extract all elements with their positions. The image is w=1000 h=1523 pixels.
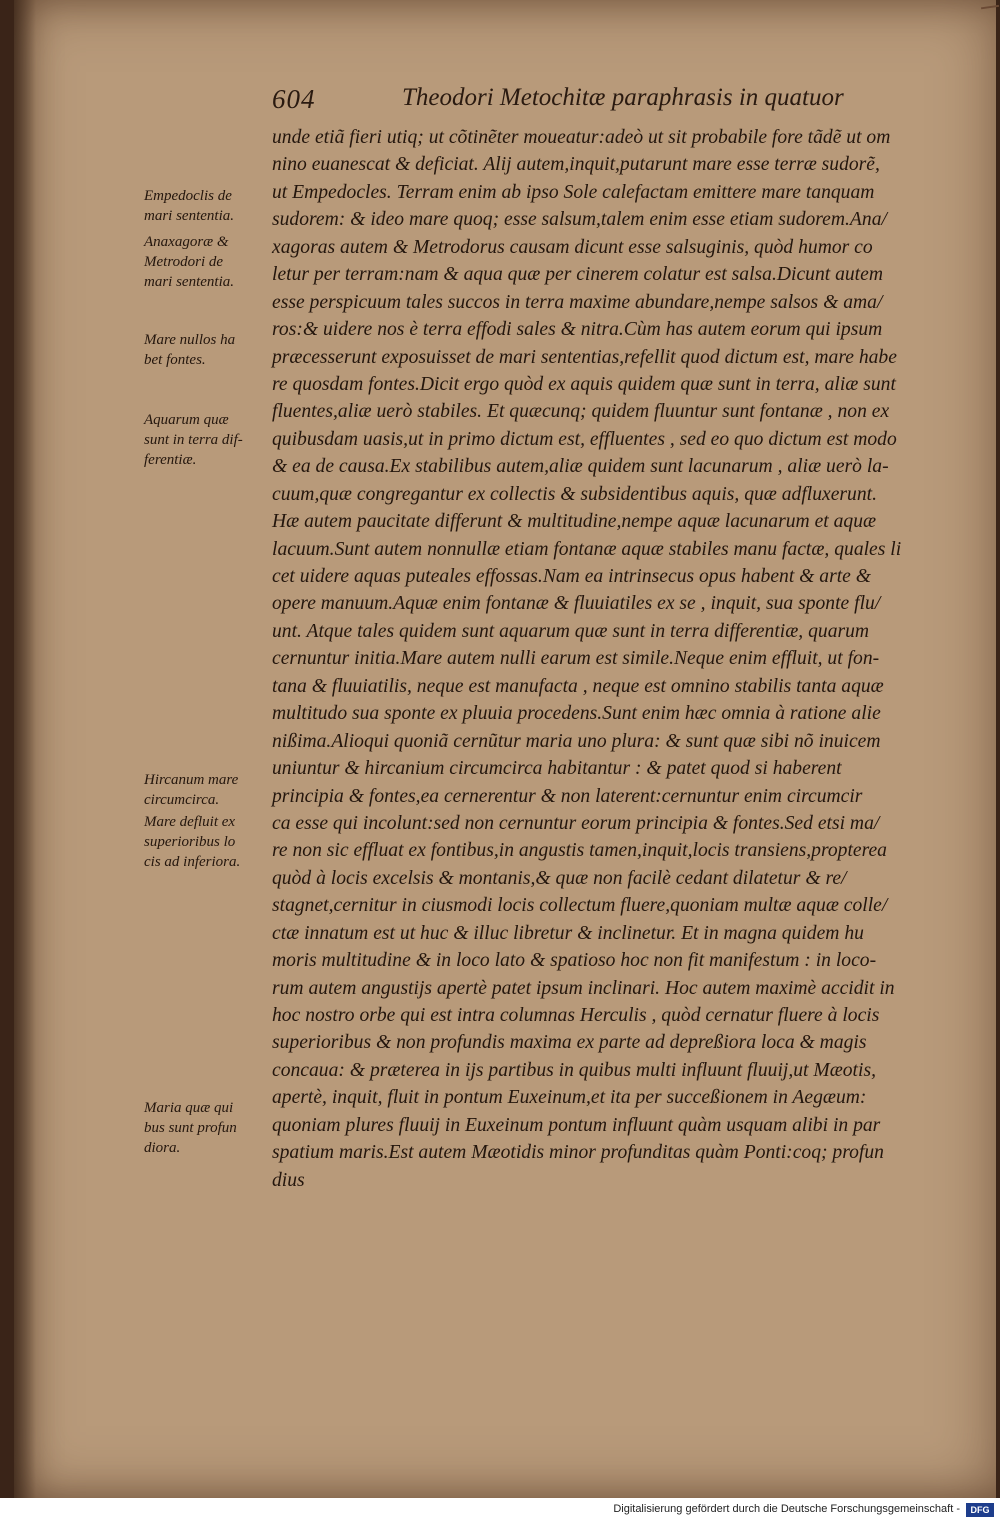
text-line: esse perspicuum tales succos in terra maxime abundare,nempe salsos & ama/: [272, 291, 883, 313]
text-line: fluentes,aliæ uerò stabiles. Et quæcunq; quidem fluuntur sunt fontanæ , non ex: [272, 401, 890, 423]
margin-note-line: mari sententia.: [144, 274, 234, 290]
text-line: re quosdam fontes.Dicit ergo quòd ex aquis quidem quæ sunt in terra, aliæ sunt: [272, 373, 896, 395]
margin-note-line: cis ad inferiora.: [144, 854, 241, 870]
page-header: [14, 84, 996, 124]
text-line: tana & fluuiatilis, neque est manufacta , neque est omnino stabilis tanta aquæ: [272, 675, 884, 697]
margin-note-line: Mare defluit ex: [144, 814, 236, 830]
margin-note-line: Hircanum mare: [144, 772, 239, 788]
text-line: nißima.Alioqui quoniã cernũtur maria uno plura: & sunt quæ sibi nõ inuicem: [272, 730, 881, 752]
margin-note-line: Empedoclis de: [144, 188, 232, 204]
text-line: moris multitudine & in loco lato & spatioso hoc non fit manifestum : in loco-: [272, 950, 877, 972]
text-line: multitudo sua sponte ex pluuia procedens.Sunt enim hæc omnia à ratione alie: [272, 703, 881, 725]
footer-credit: Digitalisierung gefördert durch die Deutsche Forschungsgemeinschaft -: [613, 1503, 960, 1515]
margin-note-line: circumcirca.: [144, 792, 220, 808]
margin-note-line: Anaxagoræ &: [144, 234, 229, 250]
text-line: stagnet,cernitur in ciusmodi locis collectum fluere,quoniam multæ aquæ colle/: [272, 895, 888, 917]
text-line: præcesserunt exposuisset de mari sententias,refellit quod dictum est, mare habe: [272, 346, 897, 368]
text-line: cet uidere aquas puteales effossas.Nam ea intrinsecus opus habent & arte &: [272, 566, 871, 587]
corner-mark: [981, 5, 1000, 23]
text-line: re non sic effluat ex fontibus,in angustis tamen,inquit,locis transiens,propterea: [272, 840, 887, 862]
text-line: opere manuum.Aquæ enim fontanæ & fluuiatiles ex se , inquit, sua sponte flu/: [272, 593, 881, 615]
margin-note-line: Mare nullos ha: [144, 332, 236, 348]
margin-note: [144, 232, 272, 292]
text-line: sudorem: & ideo mare quoq; esse salsum,talem enim esse etiam sudorem.Ana/: [272, 209, 887, 231]
margin-note: [144, 770, 272, 810]
dfg-logo: DFG: [966, 1503, 994, 1517]
margin-note-line: bet fontes.: [144, 352, 206, 368]
text-line: rum autem angustijs apertè patet ipsum inclinari. Hoc autem maximè accidit in: [272, 977, 895, 999]
body-text: [272, 124, 972, 1194]
text-line: unde etiã fieri utiq; ut cõtinẽter moueatur:adeò ut sit probabile fore tãdẽ ut om: [272, 127, 891, 148]
text-line: lacuum.Sunt autem nonnullæ etiam fontanæ aquæ stabiles manu factæ, quales li: [272, 538, 902, 560]
text-line: hoc nostro orbe qui est intra columnas Herculis , quòd cernatur fluere à locis: [272, 1005, 880, 1026]
margin-note-line: Metrodori de: [144, 254, 224, 270]
text-line: uniuntur & hircanium circumcirca habitantur : & patet quod si haberent: [272, 758, 842, 780]
text-line: ctæ innatum est ut huc & illuc libretur & inclinetur. Et in magna quidem hu: [272, 922, 864, 944]
margin-note: [144, 1098, 272, 1158]
margin-note-line: superioribus lo: [144, 834, 236, 850]
text-line: apertè, inquit, fluit in pontum Euxeinum,et ita per succeßionem in Aegæum:: [272, 1087, 867, 1109]
text-line: unt. Atque tales quidem sunt aquarum quæ sunt in terra differentiæ, quarum: [272, 620, 870, 642]
book-page: [14, 0, 996, 1498]
margin-note-line: mari sententia.: [144, 208, 234, 224]
margin-note-line: sunt in terra dif-: [144, 432, 243, 448]
text-line: cuum,quæ congregantur ex collectis & subsidentibus aquis, quæ adfluxerunt.: [272, 483, 877, 505]
margin-note: [144, 812, 272, 872]
footer-bar: [0, 1498, 1000, 1523]
text-line: quibusdam uasis,ut in primo dictum est, effluentes , sed eo quo dictum est modo: [272, 428, 897, 450]
text-line: spatium maris.Est autem Mæotidis minor profunditas quàm Ponti:coq; profun: [272, 1142, 884, 1164]
running-title: Theodori Metochitæ paraphrasis in quatuor: [402, 84, 844, 111]
page-number: 604: [272, 84, 316, 114]
text-line: dius: [272, 1169, 305, 1191]
text-line: letur per terram:nam & aqua quæ per cinerem colatur est salsa.Dicunt autem: [272, 264, 883, 286]
margin-note: [144, 410, 272, 470]
text-line: & ea de causa.Ex stabilibus autem,aliæ quidem sunt lacunarum , aliæ uerò la-: [272, 456, 889, 478]
margin-note-line: Maria quæ qui: [144, 1100, 234, 1116]
text-line: cernuntur initia.Mare autem nulli earum est simile.Neque enim effluit, ut fon-: [272, 648, 880, 670]
margin-note-line: bus sunt profun: [144, 1120, 237, 1136]
text-line: ut Empedocles. Terram enim ab ipso Sole calefactam emittere mare tanquam: [272, 181, 875, 203]
text-line: quoniam plures fluuij in Euxeinum pontum influunt quàm usquam alibi in par: [272, 1114, 881, 1136]
text-line: ca esse qui incolunt:sed non cernuntur eorum principia & fontes.Sed etsi ma/: [272, 812, 880, 834]
text-line: xagoras autem & Metrodorus causam dicunt esse salsuginis, quòd humor co: [272, 236, 873, 258]
text-line: nino euanescat & deficiat. Alij autem,inquit,putarunt mare esse terræ sudorẽ,: [272, 154, 880, 176]
text-line: ros:& uidere nos è terra effodi sales & nitra.Cùm has autem eorum qui ipsum: [272, 319, 883, 341]
gutter-shadow: [14, 0, 36, 1498]
margin-note: [144, 186, 272, 226]
text-line: principia & fontes,ea cernerentur & non laterent:cernuntur enim circumcir: [272, 785, 863, 807]
margin-note-line: ferentiæ.: [144, 452, 197, 468]
margin-note: [144, 330, 272, 370]
text-line: quòd à locis excelsis & montanis,& quæ non facilè cedant dilatetur & re/: [272, 867, 847, 889]
margin-note-line: diora.: [144, 1140, 181, 1156]
margin-note-line: Aquarum quæ: [144, 412, 229, 428]
text-line: Hæ autem paucitate differunt & multitudine,nempe aquæ lacunarum et aquæ: [272, 511, 877, 533]
text-line: superioribus & non profundis maxima ex parte ad depreßiora loca & magis: [272, 1032, 867, 1054]
text-line: concaua: & præterea in ijs partibus in quibus multi influunt fluuij,ut Mæotis,: [272, 1059, 876, 1081]
